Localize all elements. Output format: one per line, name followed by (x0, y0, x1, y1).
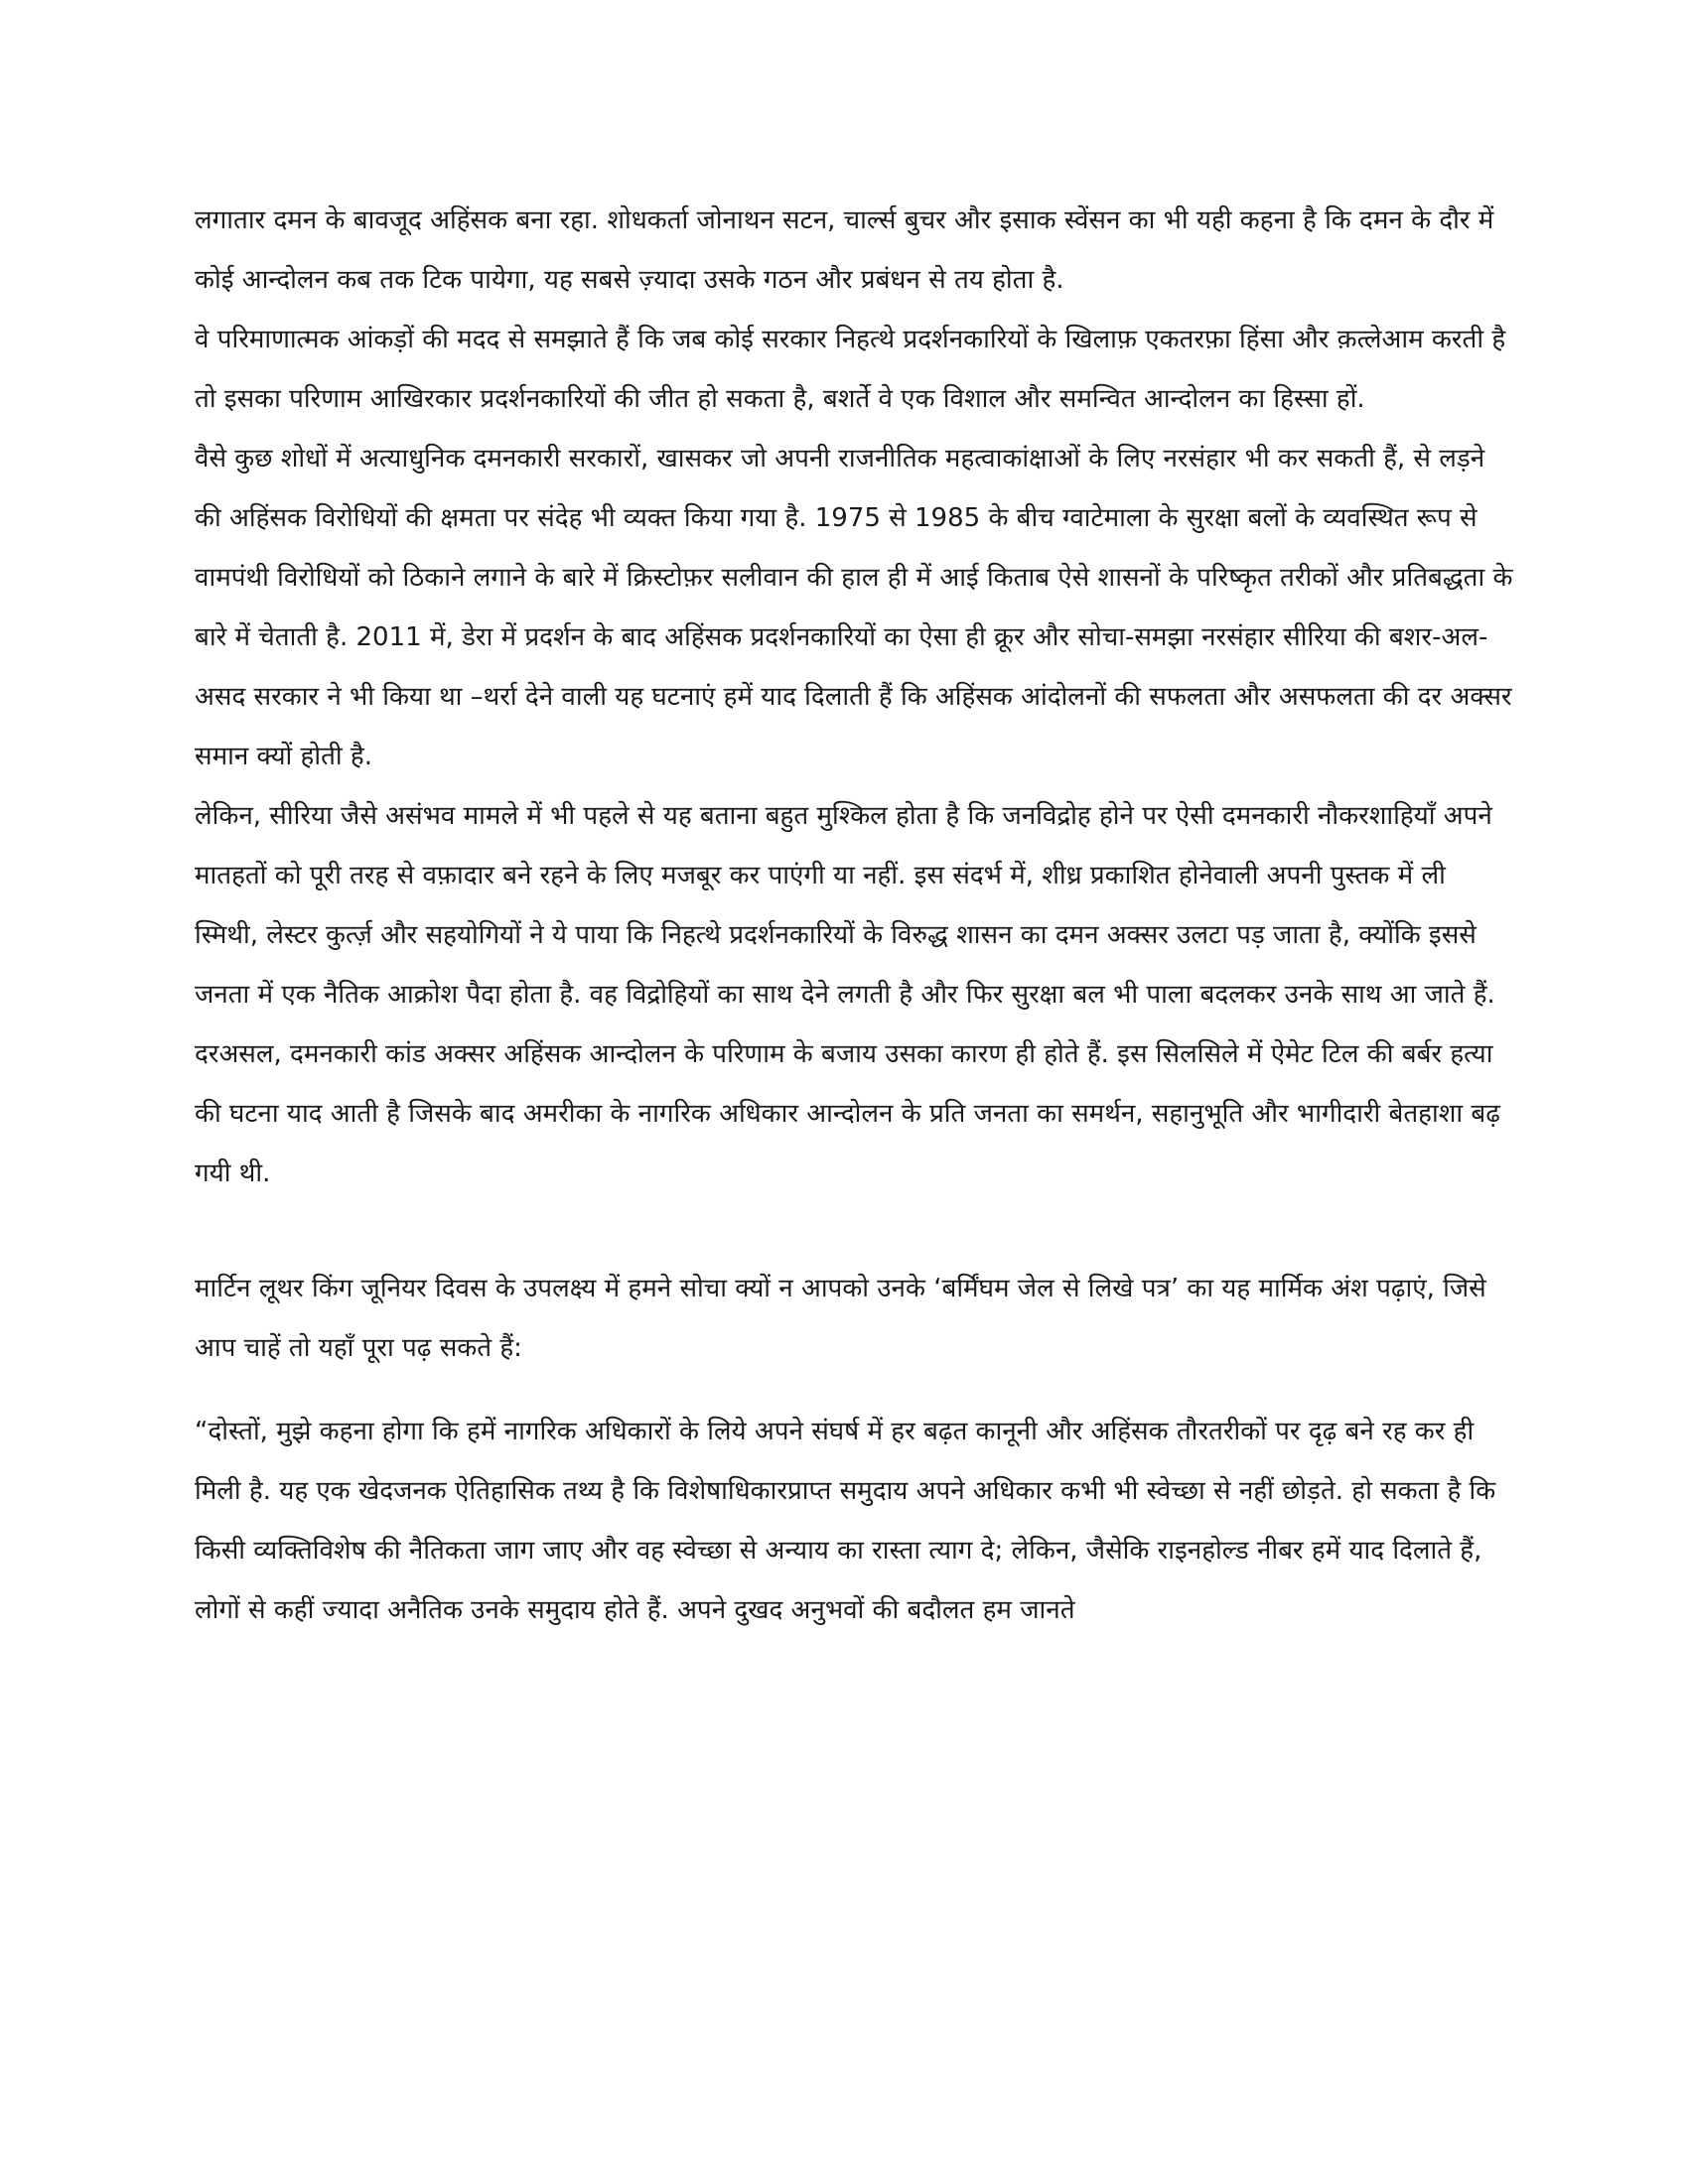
paragraph-quantitative-data: वे परिमाणात्मक आंकड़ों की मदद से समझाते हैं कि जब कोई सरकार निहत्थे प्रदर्शनकारियों के खिलाफ़ एकतरफ़ा हिंसा और क़त्लेआम करती है तो इसका परिणाम आखिरकार प्रदर्शनकारियों की जीत हो सकता है, बशर्ते वे एक विशाल और समन्वित आन्दोलन का हिस्सा हों. (195, 325, 1506, 414)
paragraph-spacer (195, 1203, 1515, 1259)
paragraph-spacer (195, 1378, 1515, 1402)
paragraph-repression-nonviolent: लगातार दमन के बावजूद अहिंसक बना रहा. शोधकर्ता जोनाथन सटन, चार्ल्स बुचर और इसाक स्वेंसन का भी यही कहना है कि दमन के दौर में कोई आन्दोलन कब तक टिक पायेगा, यह सबसे ज़्यादा उसके गठन और प्रबंधन से तय होता है. (195, 205, 1494, 295)
paragraph-mlk-intro: मार्टिन लूथर किंग जूनियर दिवस के उपलक्ष्य में हमने सोचा क्यों न आपको उनके ‘बर्मिंघम जेल से लिखे पत्र’ का यह मार्मिक अंश पढ़ाएं, जिसे आप चाहें तो यहाँ पूरा पढ़ सकते हैं: (195, 1274, 1486, 1363)
document-body (195, 191, 1515, 1640)
paragraph-backfire-repression: लेकिन, सीरिया जैसे असंभव मामले में भी पहले से यह बताना बहुत मुश्किल होता है कि जनविद्रोह होने पर ऐसी दमनकारी नौकरशाहियाँ अपने मातहतों को पूरी तरह से वफ़ादार बने रहने के लिए मजबूर कर पाएंगी या नहीं. इस संदर्भ में, शीध्र प्रकाशित होनेवाली अपनी पुस्तक में ली स्मिथी, लेस्टर कुर्त्ज़ और सहयोगियों ने ये पाया कि निहत्थे प्रदर्शनकारियों के विरुद्ध शासन का दमन अक्सर उलटा पड़ जाता है, क्योंकि इससे जनता में एक नैतिक आक्रोश पैदा होता है. वह विद्रोहियों का साथ देने लगती है और फिर सुरक्षा बल भी पाला बदलकर उनके साथ आ जाते हैं. दरअसल, दमनकारी कांड अक्सर अहिंसक आन्दोलन के परिणाम के बजाय उसका कारण ही होते हैं. इस सिलसिले में ऐमेट टिल की बर्बर हत्या की घटना याद आती है जिसके बाद अमरीका के नागरिक अधिकार आन्दोलन के प्रति जनता का समर्थन, सहानुभूति और भागीदारी बेतहाशा बढ़ गयी थी. (195, 801, 1500, 1188)
paragraph-modern-repressive-regimes: वैसे कुछ शोधों में अत्याधुनिक दमनकारी सरकारों, खासकर जो अपनी राजनीतिक महत्वाकांक्षाओं के लिए नरसंहार भी कर सकती हैं, से लड़ने की अहिंसक विरोधियों की क्षमता पर संदेह भी व्यक्त किया गया है. 1975 से 1985 के बीच ग्वाटेमाला के सुरक्षा बलों के व्यवस्थित रूप से वामपंथी विरोधियों को ठिकाने लगाने के बारे में क्रिस्टोफ़र सलीवान की हाल ही में आई किताब ऐसे शासनों के परिष्कृत तरीकों और प्रतिबद्धता के बारे में चेताती है. 2011 में, डेरा में प्रदर्शन के बाद अहिंसक प्रदर्शनकारियों का ऐसा ही क्रूर और सोचा-समझा नरसंहार सीरिया की बशर-अल-असद सरकार ने भी किया था –थर्रा देने वाली यह घटनाएं हमें याद दिलाती हैं कि अहिंसक आंदोलनों की सफलता और असफलता की दर अक्सर समान क्यों होती है. (195, 444, 1513, 771)
paragraph-birmingham-letter-quote: “दोस्तों, मुझे कहना होगा कि हमें नागरिक अधिकारों के लिये अपने संघर्ष में हर बढ़त कानूनी और अहिंसक तौरतरीकों पर दृढ़ बने रह कर ही मिली है. यह एक खेदजनक ऐतिहासिक तथ्य है कि विशेषाधिकारप्राप्त समुदाय अपने अधिकार कभी भी स्वेच्छा से नहीं छोड़ते. हो सकता है कि किसी व्यक्तिविशेष की नैतिकता जाग जाए और वह स्वेच्छा से अन्याय का रास्ता त्याग दे; लेकिन, जैसेकि राइनहोल्ड नीबर हमें याद दिलाते हैं, लोगों से कहीं ज्यादा अनैतिक उनके समुदाय होते हैं. अपने दुखद अनुभवों की बदौलत हम जानते (195, 1417, 1496, 1625)
